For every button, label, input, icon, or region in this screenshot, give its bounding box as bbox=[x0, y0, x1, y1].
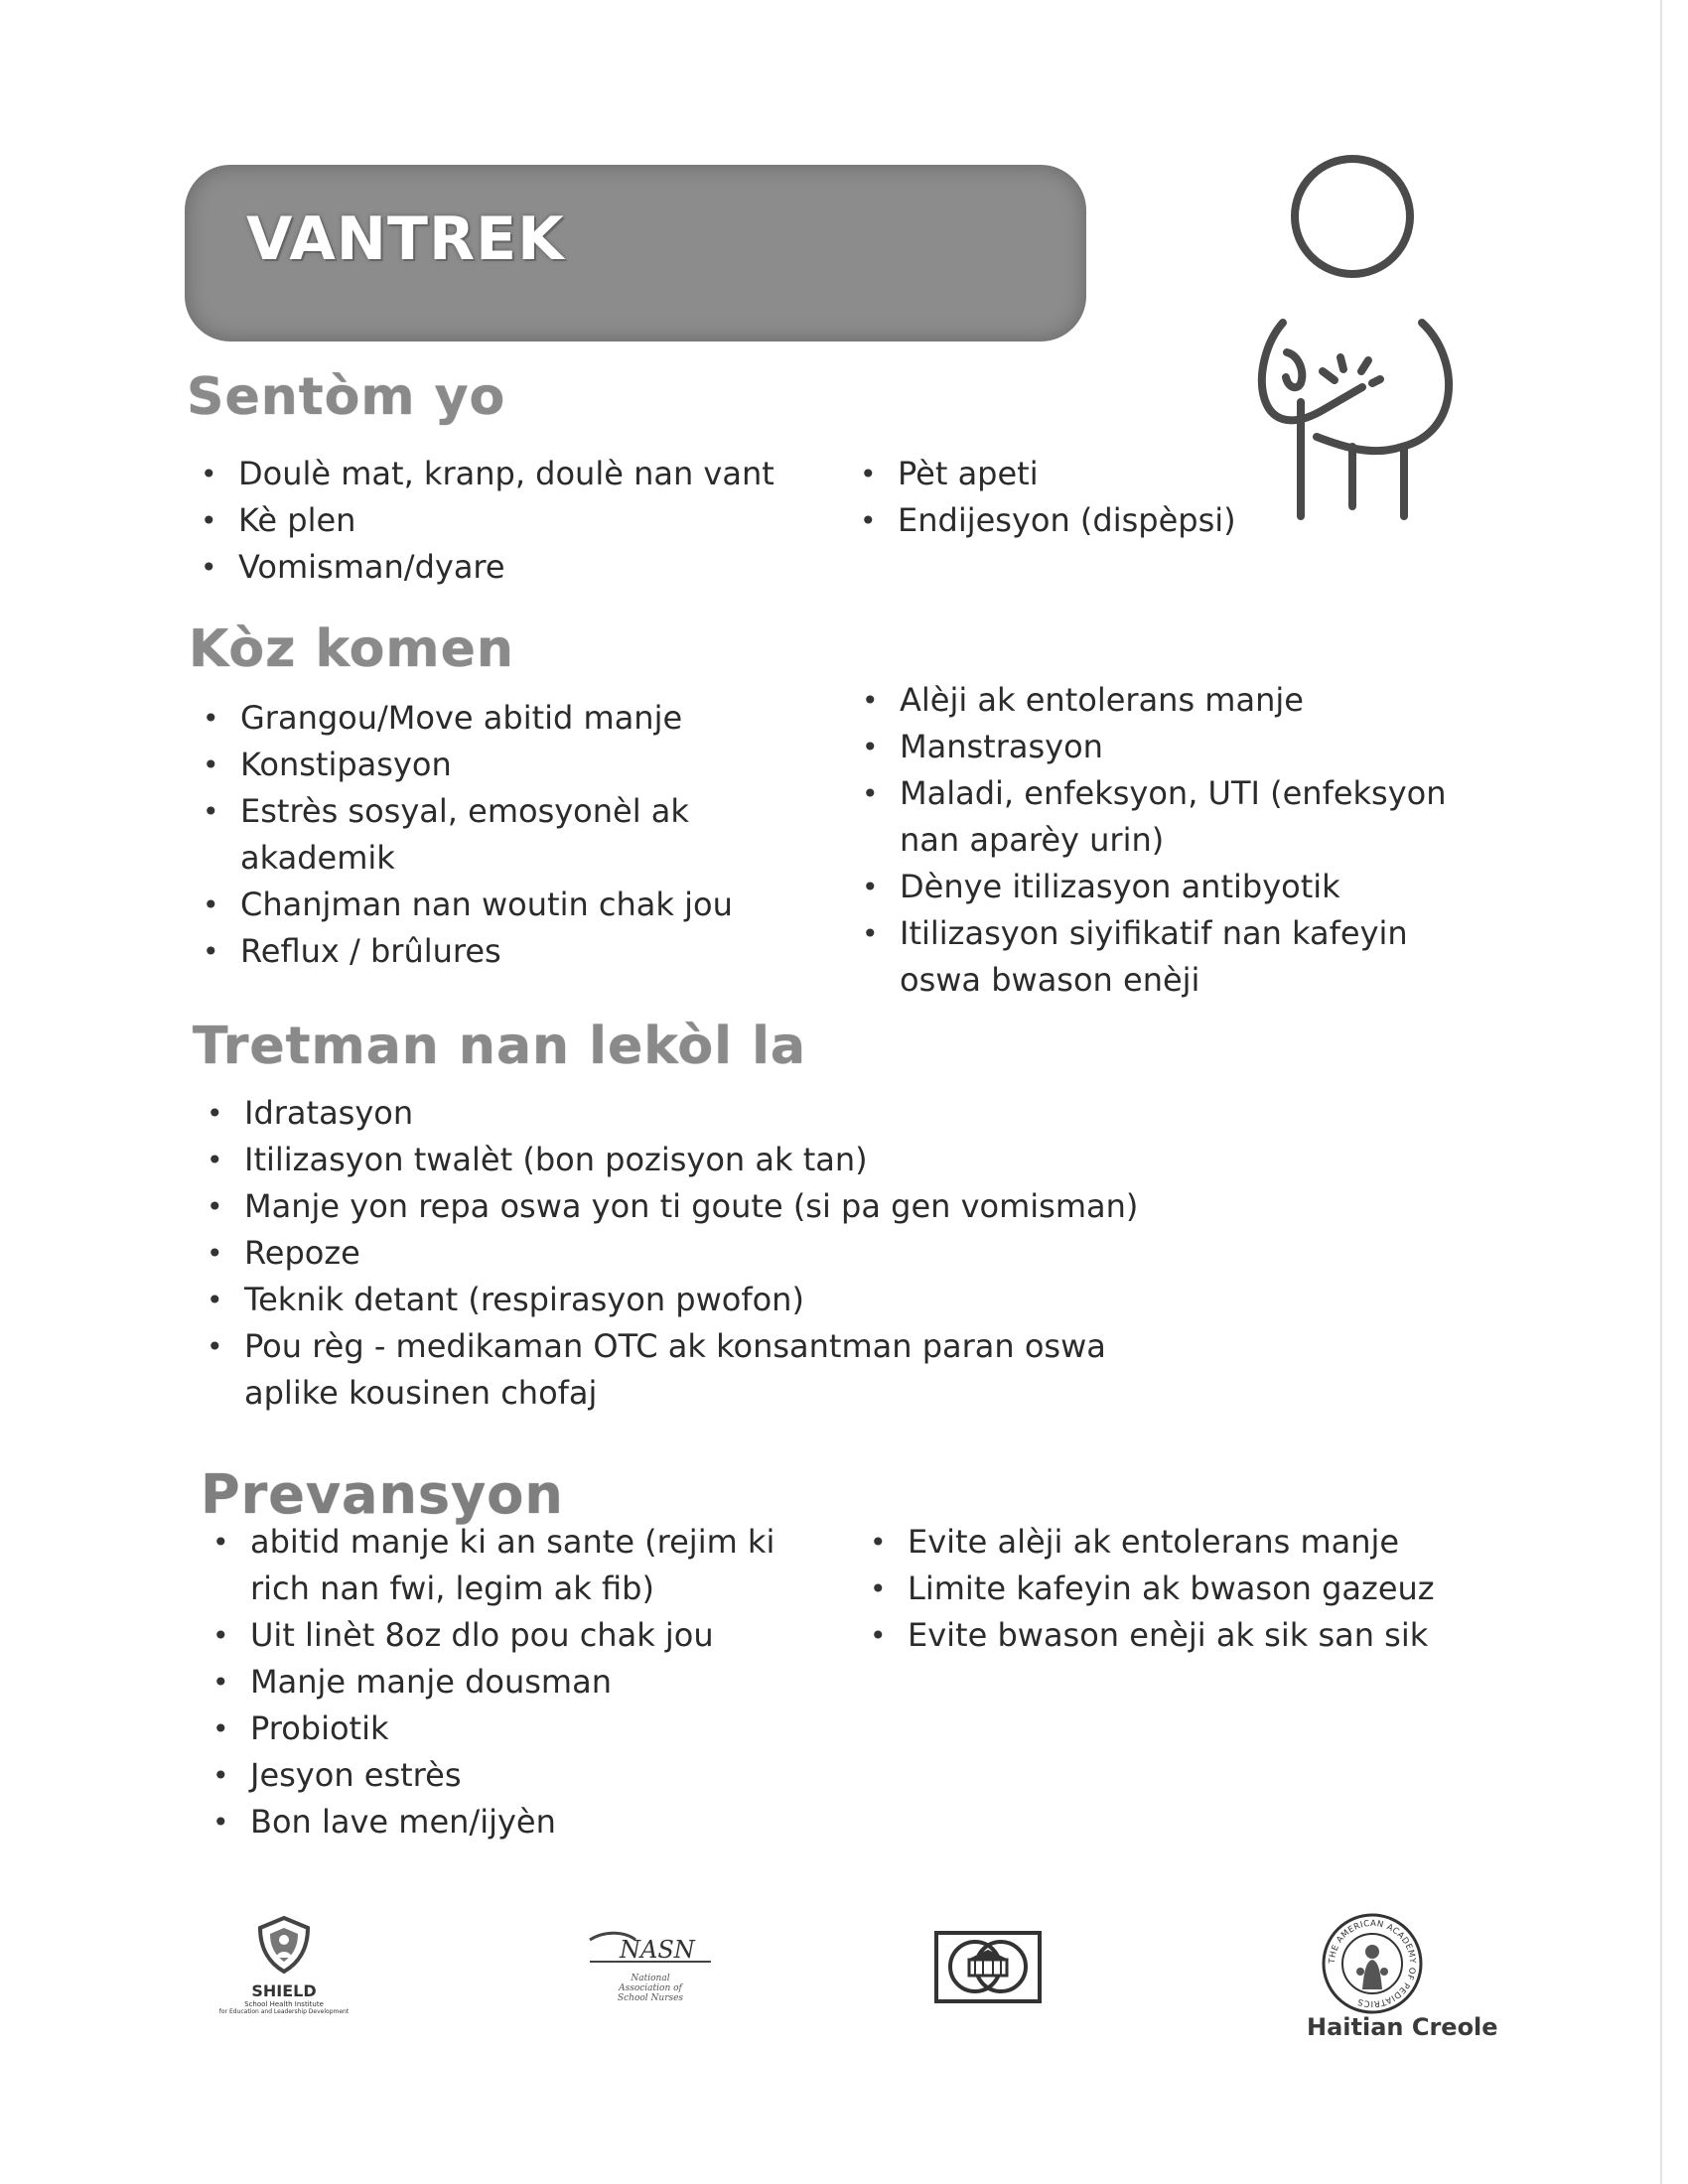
list-item: • Chanjman nan woutin chak jou bbox=[199, 882, 794, 928]
list-item: • Manstrasyon bbox=[858, 724, 1474, 770]
list-item: • Manje manje dousman bbox=[209, 1659, 824, 1706]
page-edge-line bbox=[1660, 0, 1662, 2184]
page-title: VANTREK bbox=[246, 205, 565, 274]
school-building-logo-icon bbox=[933, 1930, 1043, 2004]
nasn-logo-line1: National bbox=[631, 1974, 670, 1983]
title-banner bbox=[185, 165, 1086, 341]
list-item: • Estrès sosyal, emosyonèl ak akademik bbox=[199, 788, 794, 882]
list-item: • Pou règ - medikaman OTC ak konsantman paran oswa aplike kousinen chofaj bbox=[203, 1323, 1196, 1417]
aap-ring-text: THE AMERICAN ACADEMY OF PEDIATRICS bbox=[1327, 1918, 1418, 2009]
causes-list-right bbox=[858, 677, 1474, 1004]
list-item: • Teknik detant (respirasyon pwofon) bbox=[203, 1277, 1196, 1323]
causes-heading: Kòz komen bbox=[189, 619, 514, 679]
list-item: • Evite alèji ak entolerans manje bbox=[866, 1519, 1481, 1566]
list-item: • Pèt apeti bbox=[856, 451, 1273, 497]
list-item: • Konstipasyon bbox=[199, 742, 794, 788]
shield-logo-name: SHIELD bbox=[251, 1981, 317, 2000]
list-item: • Reflux / brûlures bbox=[199, 928, 794, 975]
nasn-logo-icon bbox=[586, 1930, 715, 1970]
prevention-list-left bbox=[209, 1519, 824, 1845]
list-item: • Jesyon estrès bbox=[209, 1752, 824, 1799]
list-item: • Itilizasyon siyifikatif nan kafeyin oswa bwason enèji bbox=[858, 910, 1474, 1004]
prevention-heading: Prevansyon bbox=[201, 1463, 564, 1526]
aap-seal-icon bbox=[1321, 1912, 1424, 2015]
nasn-logo-line3: School Nurses bbox=[617, 1993, 684, 2003]
symptoms-list-left bbox=[197, 451, 812, 591]
list-item: • Manje yon repa oswa yon ti goute (si pa gen vomisman) bbox=[203, 1183, 1196, 1230]
list-item: • Kè plen bbox=[197, 497, 812, 544]
list-item: • abitid manje ki an sante (rejim ki rich nan fwi, legim ak fib) bbox=[209, 1519, 824, 1612]
list-item: • Idratasyon bbox=[203, 1090, 1196, 1137]
nasn-logo-name: NASN bbox=[620, 1936, 695, 1964]
prevention-list-right bbox=[866, 1519, 1481, 1659]
shield-logo-line2: for Education and Leadership Development bbox=[218, 2008, 350, 2015]
list-item: • Maladi, enfeksyon, UTI (enfeksyon nan aparèy urin) bbox=[858, 770, 1474, 864]
list-item: • Probiotik bbox=[209, 1706, 824, 1752]
list-item: • Itilizasyon twalèt (bon pozisyon ak tan) bbox=[203, 1137, 1196, 1183]
language-label: Haitian Creole bbox=[1307, 2013, 1498, 2041]
list-item: • Bon lave men/ijyèn bbox=[209, 1799, 824, 1845]
nasn-logo-line2: Association of bbox=[619, 1983, 682, 1993]
causes-list-left bbox=[199, 695, 794, 975]
list-item: • Endijesyon (dispèpsi) bbox=[856, 497, 1273, 544]
list-item: • Repoze bbox=[203, 1230, 1196, 1277]
list-item: • Grangou/Move abitid manje bbox=[199, 695, 794, 742]
shield-logo-icon bbox=[254, 1914, 314, 1976]
symptoms-list-right bbox=[856, 451, 1273, 544]
list-item: • Evite bwason enèji ak sik san sik bbox=[866, 1612, 1481, 1659]
nasn-logo bbox=[586, 1930, 715, 2029]
treatment-list bbox=[203, 1090, 1196, 1417]
list-item: • Uit linèt 8oz dlo pou chak jou bbox=[209, 1612, 824, 1659]
shield-logo bbox=[195, 1914, 373, 2043]
list-item: • Alèji ak entolerans manje bbox=[858, 677, 1474, 724]
list-item: • Dènye itilizasyon antibyotik bbox=[858, 864, 1474, 910]
symptoms-heading: Sentòm yo bbox=[187, 367, 506, 427]
list-item: • Limite kafeyin ak bwason gazeuz bbox=[866, 1566, 1481, 1612]
treatment-heading: Tretman nan lekòl la bbox=[193, 1017, 806, 1076]
shield-logo-line1: School Health Institute bbox=[244, 2000, 324, 2008]
list-item: • Doulè mat, kranp, doulè nan vant bbox=[197, 451, 812, 497]
list-item: • Vomisman/dyare bbox=[197, 544, 812, 591]
